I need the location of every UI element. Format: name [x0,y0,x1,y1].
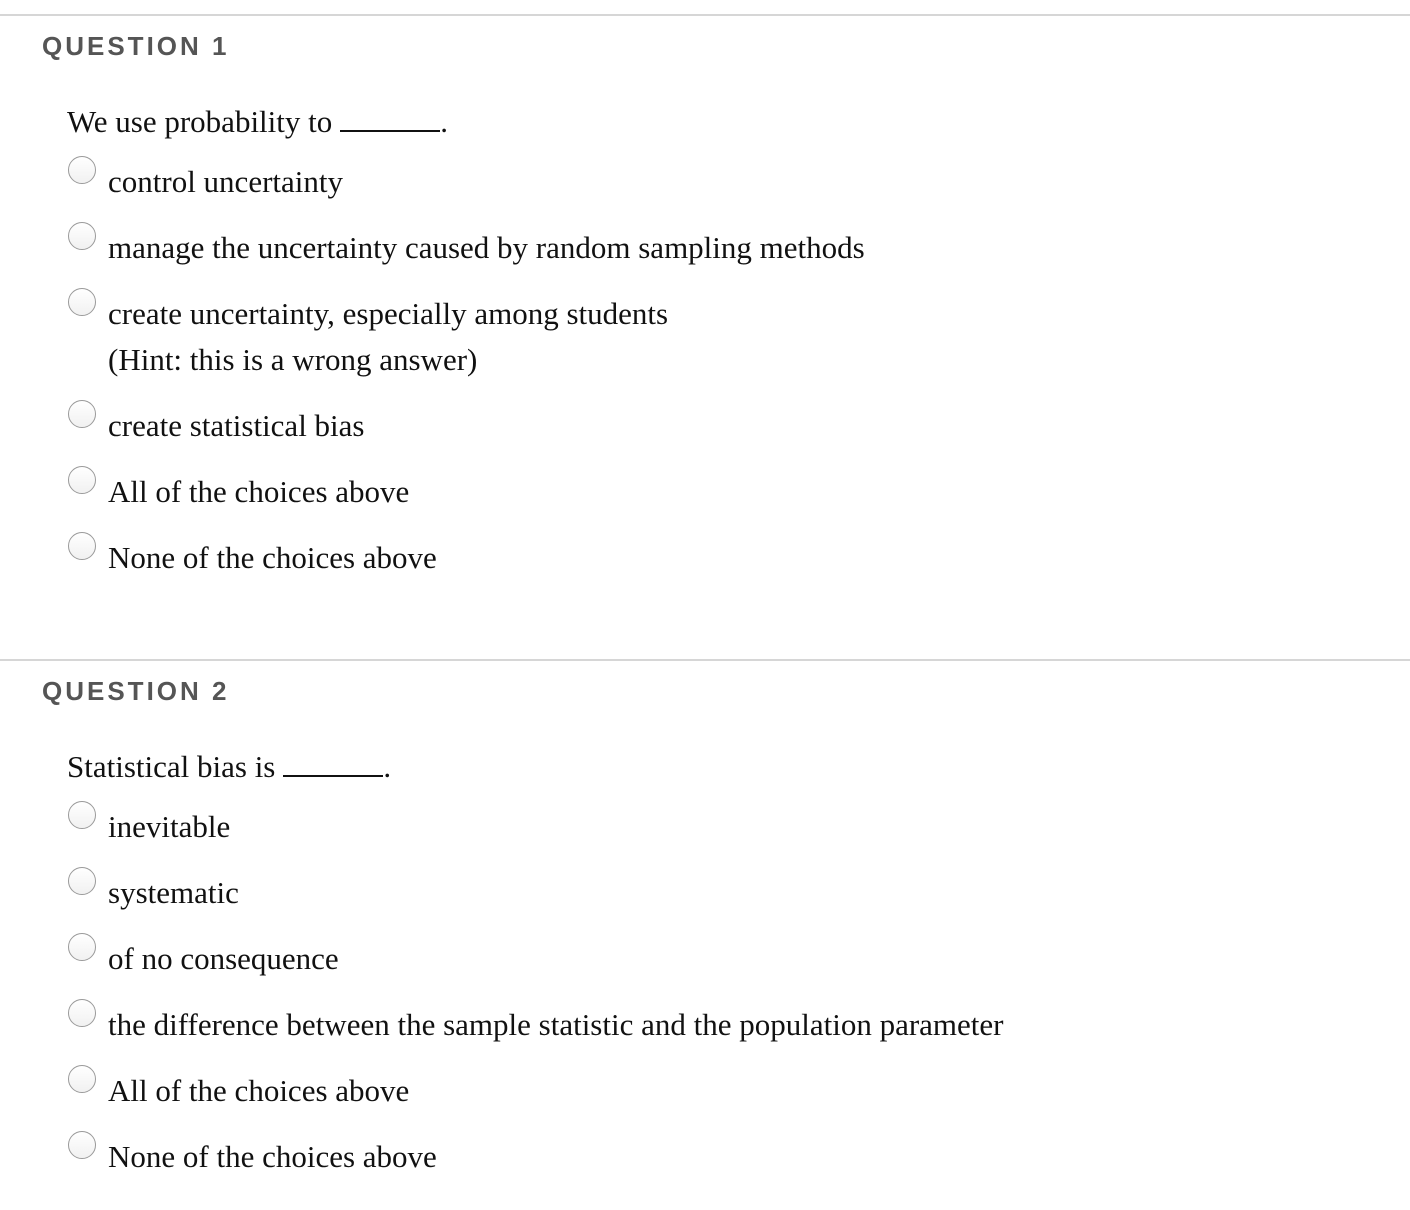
radio-button[interactable] [68,933,96,961]
prompt-end: . [383,749,392,784]
blank-line [283,751,383,777]
question-title: QUESTION 1 [42,31,230,61]
question-prompt [67,102,448,142]
radio-button[interactable] [68,801,96,829]
radio-button[interactable] [68,466,96,494]
question-prompt [67,747,391,787]
option-label[interactable]: create uncertainty, especially among students [108,296,669,331]
option-label[interactable]: the difference between the sample statistic and the population parameter [108,1007,1004,1042]
radio-button[interactable] [68,1131,96,1159]
radio-button[interactable] [68,532,96,560]
radio-button[interactable] [68,999,96,1027]
radio-button[interactable] [68,288,96,316]
option-hint[interactable]: (Hint: this is a wrong answer) [108,342,478,377]
option-label[interactable]: create statistical bias [108,408,365,443]
blank-line [340,106,440,132]
option-label[interactable]: inevitable [108,809,231,844]
question-title: QUESTION 2 [42,676,230,706]
radio-button[interactable] [68,400,96,428]
radio-button[interactable] [68,156,96,184]
option-label[interactable]: All of the choices above [108,1073,410,1108]
option-label[interactable]: None of the choices above [108,1139,437,1174]
question-2 [0,659,1410,1210]
prompt-text: We use probability to [67,104,333,139]
option-label[interactable]: of no consequence [108,941,339,976]
option-label[interactable]: None of the choices above [108,540,437,575]
option-label[interactable]: manage the uncertainty caused by random sampling methods [108,230,865,265]
option-label[interactable]: systematic [108,875,239,910]
option-label[interactable]: control uncertainty [108,164,343,199]
radio-button[interactable] [68,867,96,895]
option-label[interactable]: All of the choices above [108,474,410,509]
radio-button[interactable] [68,222,96,250]
question-1 [0,14,1410,661]
radio-button[interactable] [68,1065,96,1093]
prompt-text: Statistical bias is [67,749,276,784]
prompt-end: . [440,104,449,139]
